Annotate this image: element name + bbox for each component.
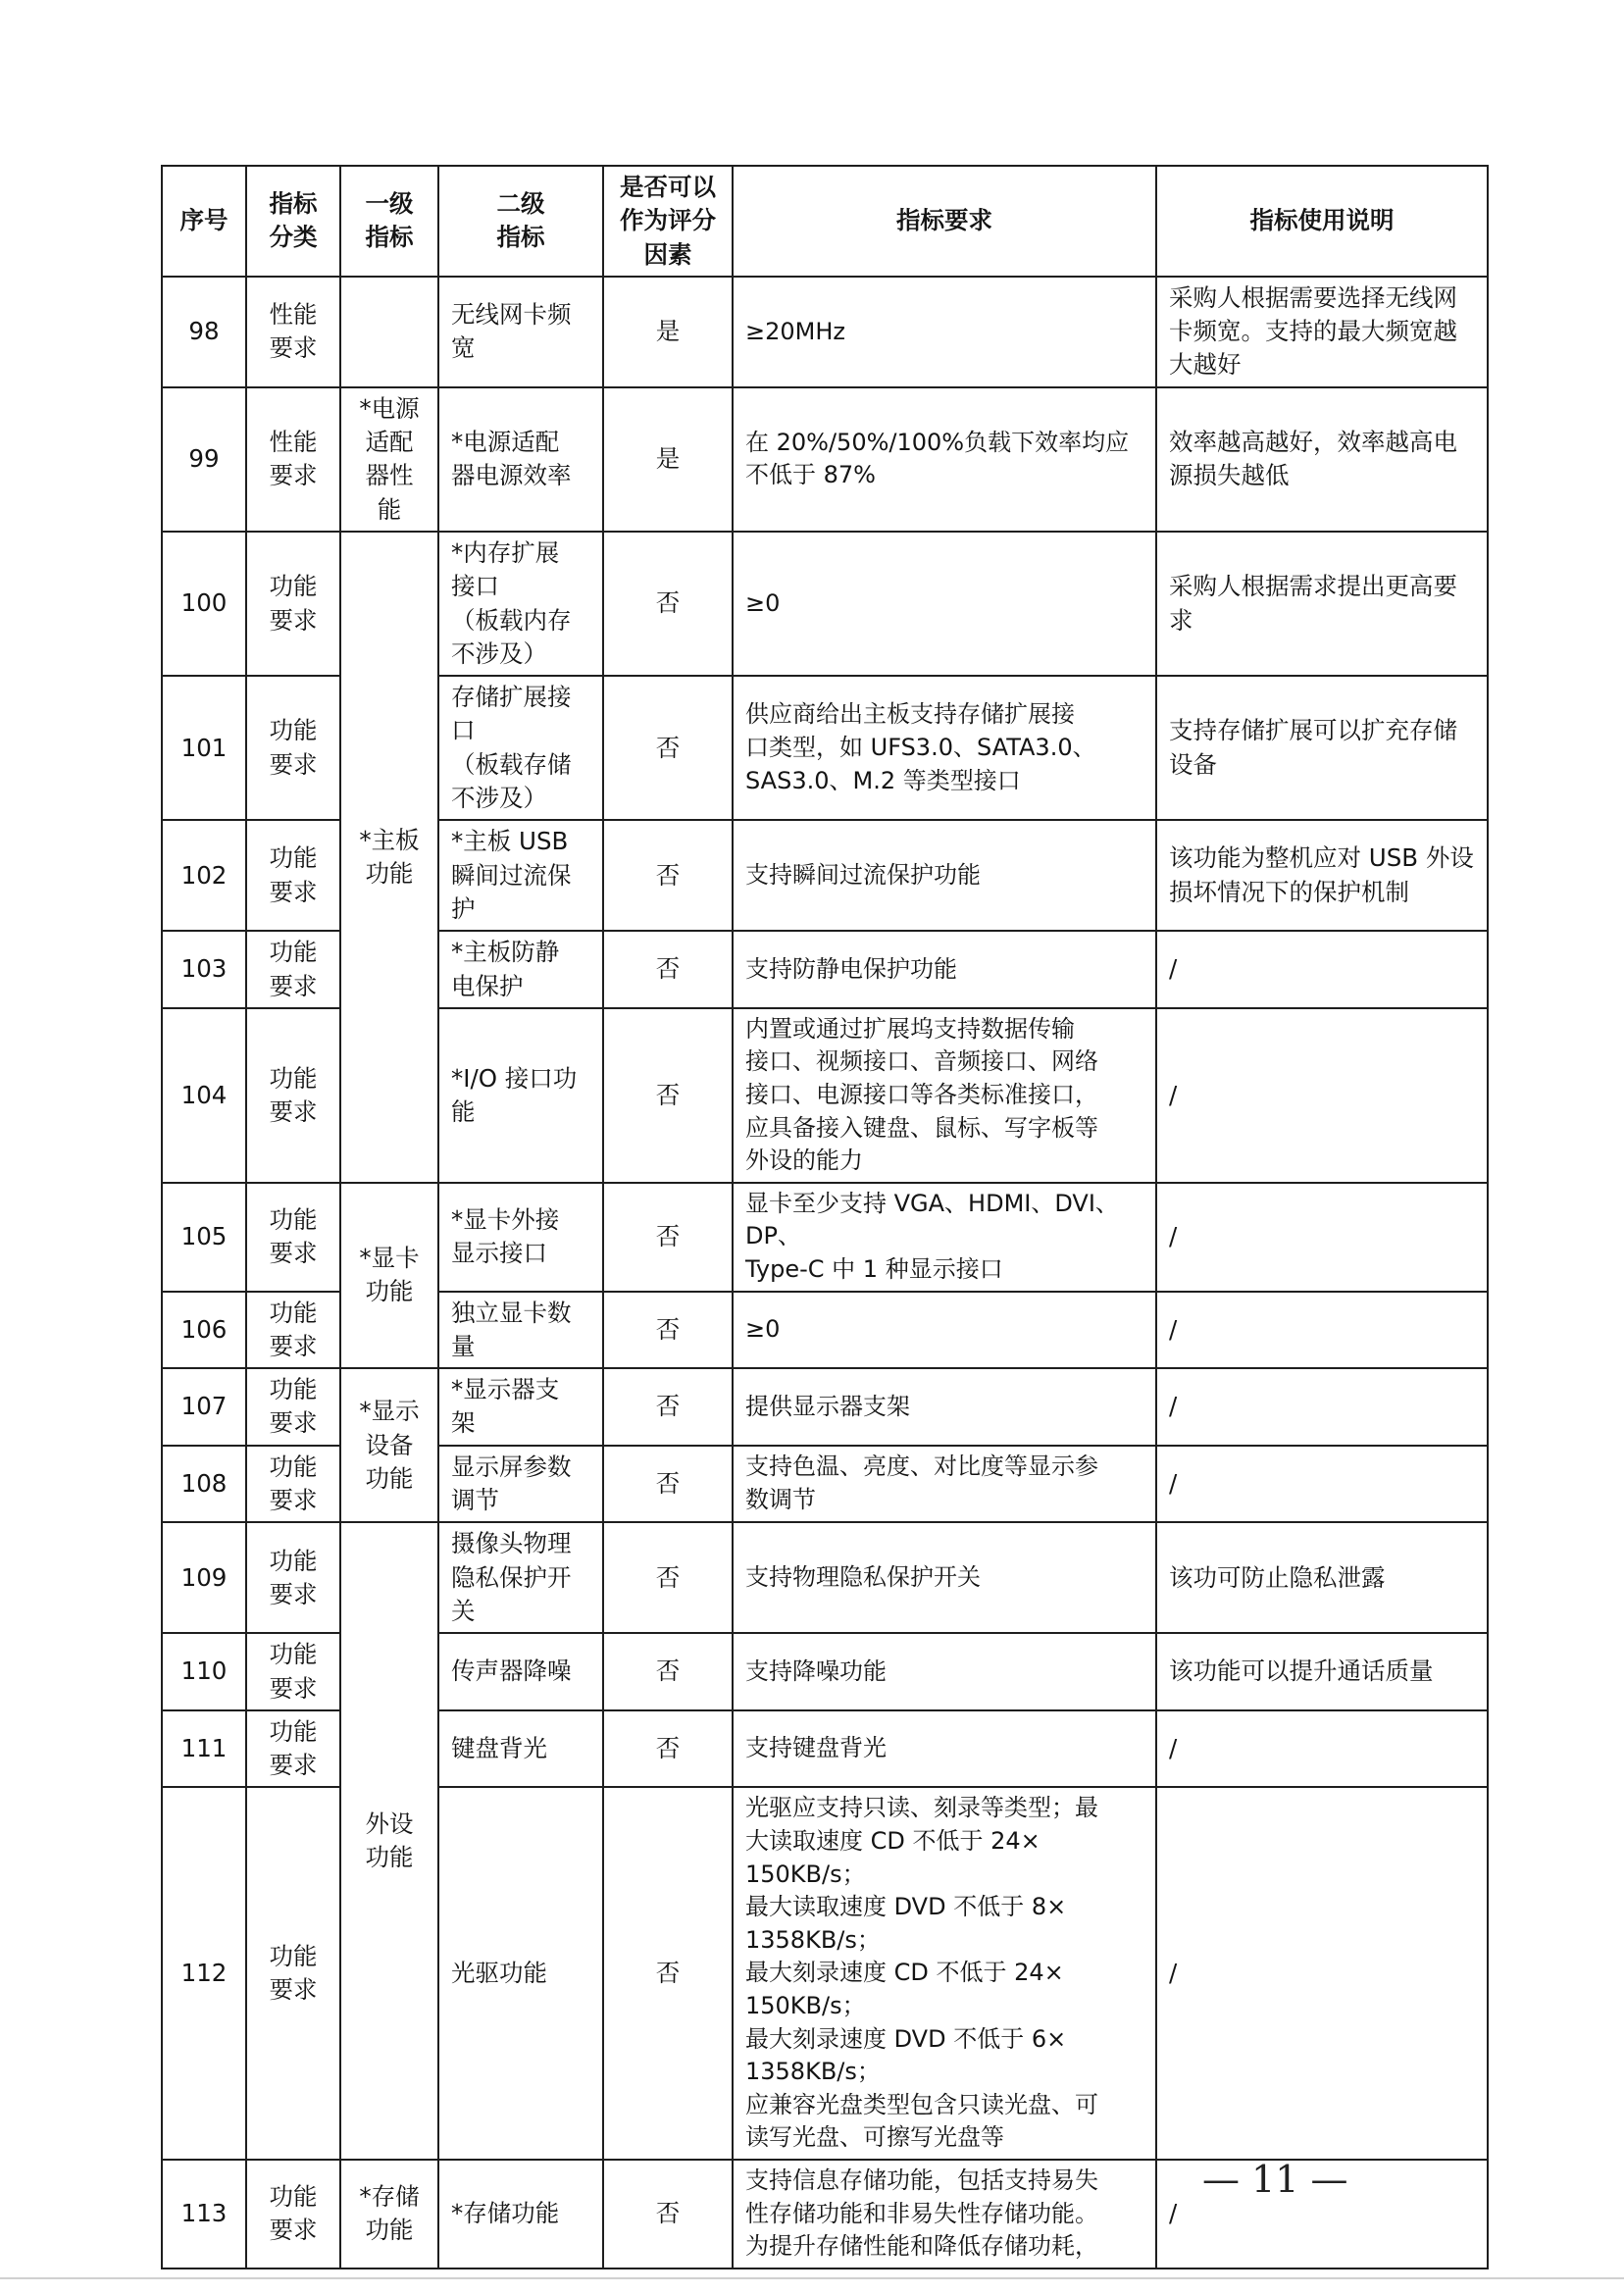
header-level1: 一级 指标 [340, 166, 438, 277]
row-level2: *显示器支 架 [438, 1368, 603, 1446]
row-explanation: / [1156, 1710, 1488, 1788]
row-level2: *I/O 接口功 能 [438, 1008, 603, 1183]
row-scoring: 否 [603, 820, 733, 931]
row-requirement: 光驱应支持只读、刻录等类型；最 大读取速度 CD 不低于 24× 150KB/s； 最大读取速度 DVD 不低于 8× 1358KB/s； 最大刻录速度 CD 不低于 24× 150KB/s； 最大刻录速度 DVD 不低于 6× 1358KB/s； 应兼容光盘类型包含只读光盘、可 读写光盘、可擦写光盘等 [733, 1787, 1156, 2160]
row-number: 111 [162, 1710, 246, 1788]
row-requirement: 支持键盘背光 [733, 1710, 1156, 1788]
row-explanation: / [1156, 1446, 1488, 1523]
table-row [162, 1522, 1488, 1633]
row-level2: *存储功能 [438, 2160, 603, 2269]
row-category: 功能 要求 [246, 1633, 340, 1710]
row-level2: 存储扩展接 口 （板载存储 不涉及） [438, 676, 603, 820]
row-number: 103 [162, 931, 246, 1008]
header-scoring: 是否可以 作为评分 因素 [603, 166, 733, 277]
row-requirement: 显卡至少支持 VGA、HDMI、DVI、DP、 Type-C 中 1 种显示接口 [733, 1183, 1156, 1292]
header-level2: 二级 指标 [438, 166, 603, 277]
row-number: 98 [162, 277, 246, 387]
row-number: 101 [162, 676, 246, 820]
row-number: 100 [162, 532, 246, 676]
row-requirement: 支持物理隐私保护开关 [733, 1522, 1156, 1633]
row-requirement: 支持信息存储功能，包括支持易失 性存储功能和非易失性存储功能。 为提升存储性能和降低存储功耗， [733, 2160, 1156, 2269]
row-level2: 键盘背光 [438, 1710, 603, 1788]
spec-table [161, 165, 1489, 2269]
row-category: 功能 要求 [246, 2160, 340, 2269]
row-level2: 传声器降噪 [438, 1633, 603, 1710]
group-level1: *显卡 功能 [340, 1183, 438, 1368]
row-level2: *电源适配 器电源效率 [438, 387, 603, 532]
row-category: 功能 要求 [246, 1008, 340, 1183]
group-level1: *存储 功能 [340, 2160, 438, 2269]
table-row [162, 387, 1488, 532]
row-category: 功能 要求 [246, 1787, 340, 2160]
row-category: 性能 要求 [246, 277, 340, 387]
row-explanation: / [1156, 2160, 1488, 2269]
row-category: 功能 要求 [246, 931, 340, 1008]
row-level1-empty [340, 277, 438, 387]
row-scoring: 否 [603, 676, 733, 820]
page-bottom-edge [0, 2277, 1624, 2279]
row-level2: 摄像头物理 隐私保护开 关 [438, 1522, 603, 1633]
row-number: 99 [162, 387, 246, 532]
page-number: — 11 — [1202, 2158, 1348, 2201]
row-scoring: 是 [603, 277, 733, 387]
row-requirement: 在 20%/50%/100%负载下效率均应 不低于 87% [733, 387, 1156, 532]
row-explanation: 该功可防止隐私泄露 [1156, 1522, 1488, 1633]
row-explanation: 该功能可以提升通话质量 [1156, 1633, 1488, 1710]
row-requirement: 支持瞬间过流保护功能 [733, 820, 1156, 931]
group-level1: *显示 设备 功能 [340, 1368, 438, 1522]
row-scoring: 否 [603, 1710, 733, 1788]
row-requirement: 供应商给出主板支持存储扩展接 口类型，如 UFS3.0、SATA3.0、 SAS3.0、M.2 等类型接口 [733, 676, 1156, 820]
row-category: 功能 要求 [246, 676, 340, 820]
row-level2: 独立显卡数 量 [438, 1292, 603, 1369]
row-requirement: ≥20MHz [733, 277, 1156, 387]
header-explanation: 指标使用说明 [1156, 166, 1488, 277]
row-requirement: 内置或通过扩展坞支持数据传输 接口、视频接口、音频接口、网络 接口、电源接口等各类标准接口， 应具备接入键盘、鼠标、写字板等 外设的能力 [733, 1008, 1156, 1183]
row-scoring: 否 [603, 1522, 733, 1633]
row-number: 113 [162, 2160, 246, 2269]
header-requirement: 指标要求 [733, 166, 1156, 277]
row-scoring: 否 [603, 1008, 733, 1183]
row-category: 功能 要求 [246, 1292, 340, 1369]
row-requirement: 支持色温、亮度、对比度等显示参 数调节 [733, 1446, 1156, 1523]
row-category: 功能 要求 [246, 1183, 340, 1292]
row-scoring: 否 [603, 1446, 733, 1523]
row-number: 102 [162, 820, 246, 931]
table-row [162, 532, 1488, 676]
row-explanation: 支持存储扩展可以扩充存储 设备 [1156, 676, 1488, 820]
row-category: 功能 要求 [246, 1446, 340, 1523]
row-explanation: 效率越高越好，效率越高电 源损失越低 [1156, 387, 1488, 532]
row-level2: 显示屏参数 调节 [438, 1446, 603, 1523]
row-scoring: 否 [603, 1633, 733, 1710]
row-explanation: / [1156, 1292, 1488, 1369]
row-number: 112 [162, 1787, 246, 2160]
group-level1: *主板 功能 [340, 532, 438, 1183]
row-scoring: 否 [603, 1292, 733, 1369]
group-level1: *电源 适配 器性 能 [340, 387, 438, 532]
row-explanation: 该功能为整机应对 USB 外设 损坏情况下的保护机制 [1156, 820, 1488, 931]
row-category: 性能 要求 [246, 387, 340, 532]
row-number: 107 [162, 1368, 246, 1446]
header-category: 指标 分类 [246, 166, 340, 277]
row-level2: 光驱功能 [438, 1787, 603, 2160]
group-level1: 外设 功能 [340, 1522, 438, 2160]
row-number: 106 [162, 1292, 246, 1369]
row-scoring: 否 [603, 1787, 733, 2160]
row-level2: 无线网卡频 宽 [438, 277, 603, 387]
row-scoring: 否 [603, 1183, 733, 1292]
row-level2: *内存扩展 接口 （板载内存 不涉及） [438, 532, 603, 676]
row-category: 功能 要求 [246, 1522, 340, 1633]
row-requirement: 支持降噪功能 [733, 1633, 1156, 1710]
row-level2: *主板 USB 瞬间过流保 护 [438, 820, 603, 931]
row-explanation: / [1156, 931, 1488, 1008]
row-scoring: 否 [603, 1368, 733, 1446]
header-no: 序号 [162, 166, 246, 277]
row-explanation: / [1156, 1787, 1488, 2160]
row-number: 109 [162, 1522, 246, 1633]
row-explanation: 采购人根据需求提出更高要 求 [1156, 532, 1488, 676]
row-number: 105 [162, 1183, 246, 1292]
row-requirement: 提供显示器支架 [733, 1368, 1156, 1446]
row-level2: *显卡外接 显示接口 [438, 1183, 603, 1292]
row-explanation: / [1156, 1183, 1488, 1292]
table-row [162, 277, 1488, 387]
row-scoring: 否 [603, 931, 733, 1008]
row-explanation: / [1156, 1008, 1488, 1183]
row-requirement: ≥0 [733, 532, 1156, 676]
row-category: 功能 要求 [246, 1368, 340, 1446]
row-explanation: 采购人根据需要选择无线网 卡频宽。支持的最大频宽越 大越好 [1156, 277, 1488, 387]
row-number: 110 [162, 1633, 246, 1710]
row-explanation: / [1156, 1368, 1488, 1446]
spec-table-container [161, 165, 1487, 2269]
row-number: 104 [162, 1008, 246, 1183]
table-body [162, 277, 1488, 2269]
table-header-row [162, 166, 1488, 277]
row-requirement: 支持防静电保护功能 [733, 931, 1156, 1008]
row-number: 108 [162, 1446, 246, 1523]
row-level2: *主板防静 电保护 [438, 931, 603, 1008]
row-category: 功能 要求 [246, 532, 340, 676]
row-scoring: 否 [603, 2160, 733, 2269]
table-row [162, 1368, 1488, 1446]
row-category: 功能 要求 [246, 1710, 340, 1788]
row-category: 功能 要求 [246, 820, 340, 931]
row-scoring: 是 [603, 387, 733, 532]
row-scoring: 否 [603, 532, 733, 676]
table-row [162, 1183, 1488, 1292]
row-requirement: ≥0 [733, 1292, 1156, 1369]
